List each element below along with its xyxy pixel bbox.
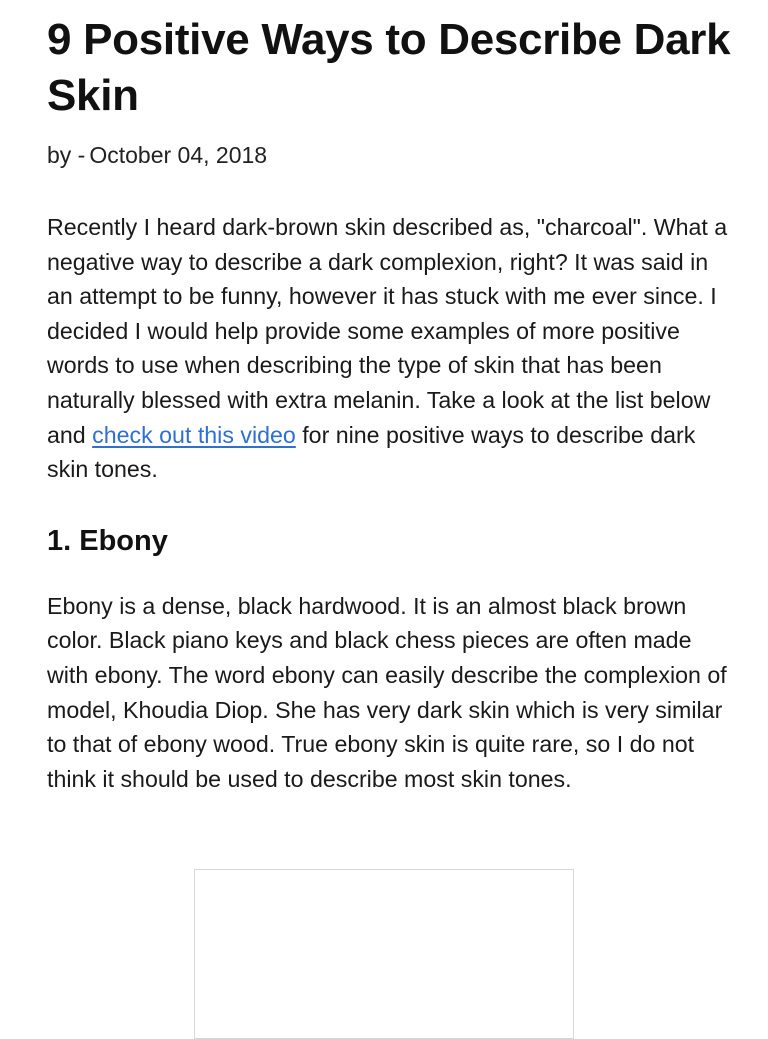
section-paragraph-ebony: Ebony is a dense, black hardwood. It is an almost black brown color. Black piano keys and black chess pieces are often made with ebony. The word ebony can easily describe the complexion of model, Khoudia Diop. She has very dark skin which is very similar to that of ebony wood. True ebony skin is quite rare, so I do not think it should be used to describe most skin tones. (47, 592, 727, 792)
video-link[interactable]: check out this video (92, 421, 296, 448)
post-date: October 04, 2018 (89, 142, 268, 168)
byline (47, 140, 737, 170)
intro-paragraph (47, 210, 737, 487)
intro-text-after-link: for nine positive ways to describe dark skin tones. (47, 421, 696, 483)
intro-text-before-link: Recently I heard dark-brown skin described as, "charcoal". What a negative way to describe a dark complexion, right? It was said in an attempt to be funny, however it has stuck with me ever since. I decided I would help provide some examples of more positive words to use when describing the type of skin that has been naturally blessed with extra melanin. Take a look at the list below and (47, 214, 728, 448)
section-heading-ebony: 1. Ebony (47, 524, 168, 557)
embedded-image-placeholder (194, 869, 574, 1039)
article (47, 0, 737, 796)
byline-prefix: by - (47, 142, 86, 168)
article-title: 9 Positive Ways to Describe Dark Skin (47, 15, 731, 120)
